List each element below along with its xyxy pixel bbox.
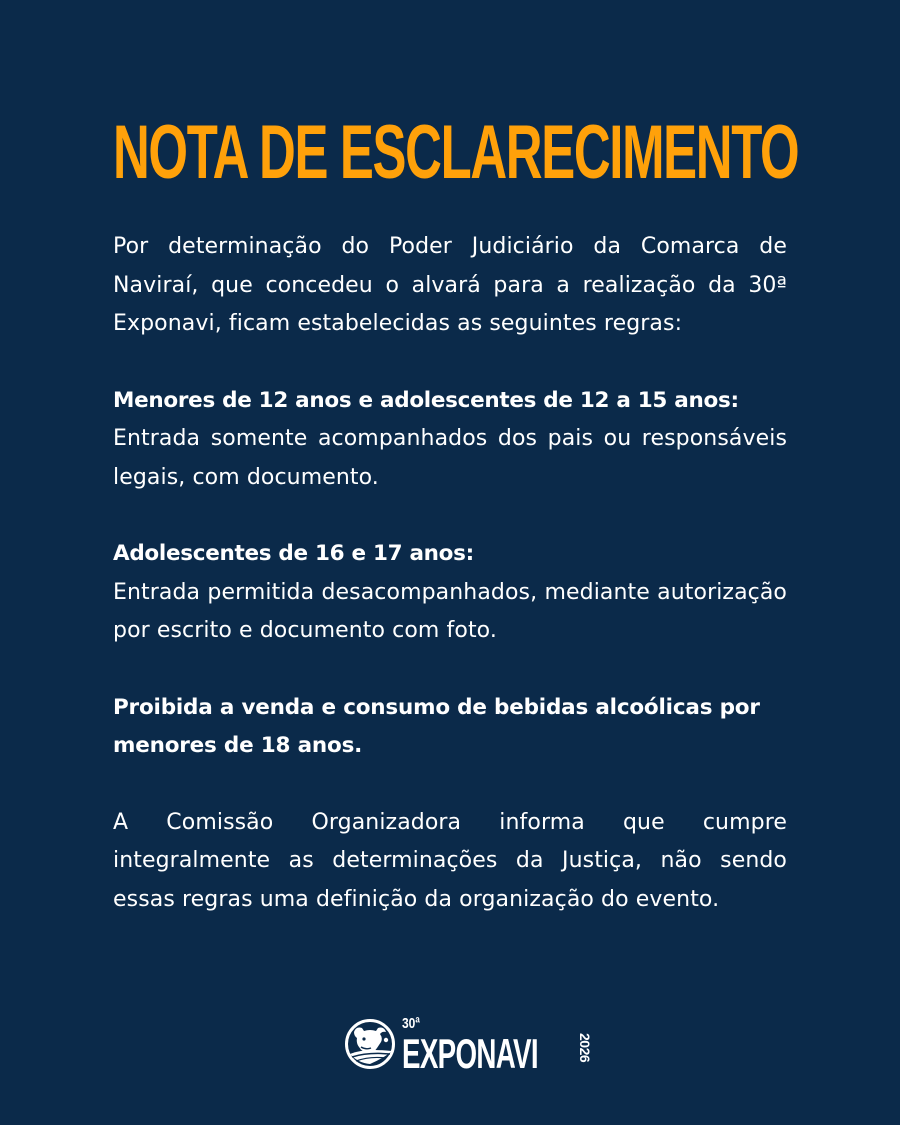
page-title-text: NOTA DE ESCLARECIMENTO [113, 110, 799, 195]
bull-head-icon [344, 1018, 396, 1070]
notice-content [113, 228, 787, 919]
rule-under-15 [113, 382, 787, 498]
logo-wordmark [402, 1015, 593, 1077]
closing-paragraph: A Comissão Organizadora informa que cumpre integralmente as determinações da Justiça, não sendo essas regras uma definição da organização do evento. [113, 809, 787, 912]
logo-edition: 30ª [402, 1015, 420, 1032]
logo-year: 2026 [577, 1033, 593, 1063]
page-title [113, 110, 799, 195]
alcohol-prohibition: Proibida a venda e consumo de bebidas alcoólicas por menores de 18 anos. [113, 694, 760, 758]
intro-paragraph: Por determinação do Poder Judiciário da Comarca de Naviraí, que concedeu o alvará para a realização da 30ª Exponavi, ficam estabelecidas as seguintes regras: [113, 234, 787, 336]
exponavi-logo [344, 1012, 593, 1077]
rule-text: Entrada permitida desacompanhados, mediante autorização por escrito e documento com foto. [113, 579, 787, 643]
rule-heading: Menores de 12 anos e adolescentes de 12 a 15 anos: [113, 387, 739, 413]
rule-heading: Adolescentes de 16 e 17 anos: [113, 541, 474, 566]
rule-16-17 [113, 535, 787, 651]
rule-text: Entrada somente acompanhados dos pais ou responsáveis legais, com documento. [113, 426, 787, 490]
logo-name: EXPONAVI [402, 1030, 538, 1077]
